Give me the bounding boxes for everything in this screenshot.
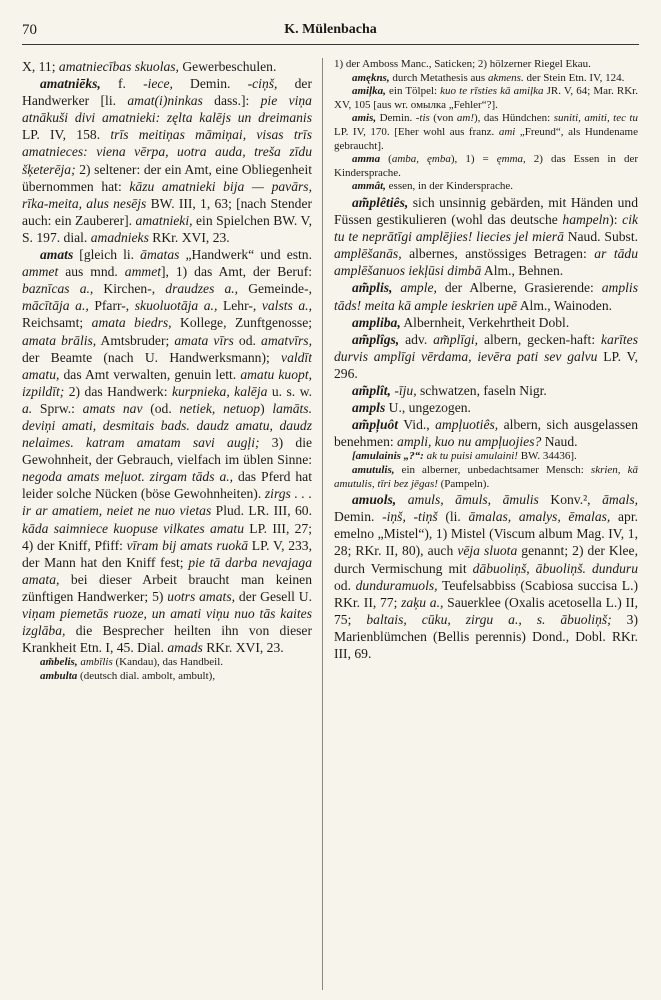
- italic-text: amadnieks: [90, 229, 149, 245]
- entry-text: od.: [334, 577, 356, 593]
- entry-text: RKr. XVI, 23.: [202, 640, 284, 656]
- dictionary-entry: [334, 399, 638, 416]
- entry-text: der Stein Etn. IV, 124.: [523, 71, 625, 84]
- entry-text: ein Tölpel:: [385, 85, 441, 98]
- entry-headword: am̃plêtiês,: [352, 194, 409, 210]
- dictionary-entry: [22, 656, 312, 670]
- entry-text: ), das Hündchen:: [474, 112, 554, 125]
- entry-headword: am̃belis,: [40, 656, 78, 669]
- entry-text: die Besprecher heilten ihn von dieser Krankheit Etn. I, 45. Dial.: [22, 623, 312, 656]
- italic-text: ample,: [400, 280, 437, 296]
- italic-text: amata biedrs,: [91, 315, 172, 331]
- entry-text: sich unsinnig gebärden, mit Händen und Füssen gestikulieren (wohl das deutsche: [334, 194, 638, 228]
- italic-text: -iņš, -tiņš: [382, 509, 438, 525]
- italic-text: kuo te rīsties kā amiļka: [440, 85, 544, 98]
- italic-text: dunduramuols,: [355, 577, 438, 593]
- italic-text: ęmma,: [496, 153, 526, 166]
- italic-text: valdīt amatu,: [22, 349, 312, 382]
- entry-text: 3) die Gewohnheit, der Gebrauch, vielfach im üblen Sinne:: [22, 435, 312, 468]
- entry-text: Gemeinde-,: [238, 281, 312, 297]
- page-header: [22, 20, 639, 45]
- page-number: 70: [22, 22, 37, 38]
- entry-text: schwatzen, faseln Nigr.: [416, 382, 547, 398]
- entry-text: RKr. XVI, 23.: [148, 229, 230, 245]
- entry-text: Alm., Wainoden.: [517, 297, 613, 313]
- italic-text: am!: [456, 112, 474, 125]
- dictionary-entry: [334, 153, 638, 180]
- italic-text: uotrs amats,: [167, 588, 236, 604]
- entry-text: Demin.: [376, 112, 416, 125]
- entry-text: bei dieser Arbeit braucht man keinen zünftigen Handwerker; 5): [22, 571, 312, 604]
- entry-text: Kollege, Zunftgenosse;: [171, 315, 312, 331]
- entry-text: durch Metathesis aus: [389, 71, 488, 84]
- dictionary-entry: [334, 416, 638, 450]
- entry-text: der Alberne, Grasierende:: [436, 280, 602, 296]
- entry-text: Albernheit, Verkehrtheit Dobl.: [400, 314, 570, 330]
- italic-text: amatniecības skuolas,: [58, 59, 179, 74]
- entry-text: 1) der Amboss Manc., Saticken; 2) hölzerner Riegel Ekau.: [334, 58, 591, 70]
- entry-text: der Gesell U.: [235, 588, 312, 604]
- italic-text: ampļuotiês,: [435, 417, 499, 433]
- entry-text: ein Spielchen BW. V, S. 197. dial.: [22, 212, 312, 245]
- italic-text: dunduru: [591, 560, 638, 576]
- entry-text: (: [380, 153, 392, 166]
- dictionary-entry: [334, 112, 638, 153]
- entry-headword: amiļka,: [352, 85, 386, 98]
- entry-text: (deutsch dial. ambolt, ambult),: [77, 669, 216, 682]
- entry-text: 3) Marienblümchen (Bellis perennis) Dond., Dobl. RKr. III, 69.: [334, 611, 638, 661]
- italic-text: mācītāja a.,: [22, 298, 89, 314]
- entry-headword: amutulis,: [352, 463, 395, 476]
- italic-text: skrien, kā amutulis, tīri bez jēgas!: [334, 463, 638, 490]
- entry-headword: amatniēks,: [40, 76, 101, 92]
- running-title: K. Mülenbacha: [284, 22, 377, 37]
- entry-headword: ampls: [352, 400, 386, 416]
- dictionary-entry: [334, 382, 638, 399]
- entry-text: dass.]:: [202, 93, 261, 109]
- entry-text: Demin.: [172, 76, 248, 92]
- left-column: [22, 58, 312, 992]
- italic-text: āmatas: [140, 247, 180, 263]
- dictionary-entry: [22, 246, 312, 656]
- italic-text: cik tu te neprātīgi amplējies! liecies jel mierā: [334, 212, 638, 245]
- entry-text: (od.: [142, 400, 180, 416]
- italic-text: ammet: [22, 264, 59, 280]
- italic-text: amatvīrs,: [261, 332, 312, 348]
- italic-text: amatu kuopt, izpildīt;: [22, 366, 312, 399]
- entry-text: Lehr-,: [217, 298, 262, 314]
- italic-text: netiek, netuop: [179, 400, 261, 416]
- right-column: [334, 58, 638, 992]
- dictionary-entry: [334, 464, 638, 491]
- entry-text: X, 11;: [22, 59, 59, 74]
- italic-text: karītes durvis amplīgi vērdama, ievēra pati sev galvu: [334, 331, 638, 364]
- dictionary-entry: [22, 58, 312, 75]
- entry-text: der Handwerker [li.: [22, 76, 312, 109]
- entry-text: od.: [233, 332, 262, 348]
- entry-text: das Pferd hat leider solche Nücken (böse Gewohnheiten).: [22, 469, 312, 502]
- dictionary-entry: [334, 450, 638, 464]
- italic-text: amplis tāds! meita kā ample ieskrien upē: [334, 280, 638, 313]
- entry-text: 2) das Essen in der Kindersprache.: [334, 153, 638, 179]
- italic-text: skuoluotāja a.,: [134, 298, 218, 314]
- entry-text: der Beamte (nach U. Handwerksmann);: [22, 349, 282, 365]
- italic-text: ar tādu amplēšanuos iekļūsi dimbā: [334, 246, 638, 279]
- entry-text: Alm., Behnen.: [481, 263, 564, 279]
- italic-text: kurpnieka, kalēja: [171, 383, 268, 399]
- entry-text: 2) seltener: der ein Amt, eine Obliegenheit übernommen hat:: [22, 161, 312, 194]
- dictionary-entry: [22, 75, 312, 246]
- dictionary-entry: [334, 180, 638, 194]
- entry-text: [gleich li.: [73, 247, 141, 263]
- italic-text: viņam piemetās ruoze, un amati viņu nuo tās kaites izglāba,: [22, 606, 312, 639]
- entry-text: (li.: [437, 509, 469, 525]
- entry-text: ), 1) =: [450, 153, 497, 166]
- entry-headword: am̃pļuôt: [352, 417, 399, 433]
- dictionary-entry: [334, 279, 638, 313]
- entry-text: Plud. LR. III, 60.: [211, 503, 312, 519]
- italic-text: amata brālis,: [22, 332, 97, 348]
- italic-text: -īju,: [394, 382, 417, 398]
- entry-headword: am̃plis,: [352, 280, 393, 296]
- entry-headword: ambulta: [40, 669, 78, 682]
- italic-text: hampeln: [562, 212, 610, 228]
- entry-text: LP. IV, 170. [Eher wohl aus franz.: [334, 125, 499, 138]
- entry-text: 2) das Handwerk:: [64, 383, 172, 399]
- entry-text: U., ungezogen.: [385, 400, 471, 416]
- entry-headword: am̃plît,: [352, 382, 391, 398]
- entry-text: LP. V, 296.: [334, 348, 638, 381]
- italic-text: amats nav: [82, 400, 143, 416]
- italic-text: valsts a.,: [261, 298, 312, 314]
- entry-headword: amma: [352, 153, 381, 166]
- entry-headword: [amulainis „?“:: [352, 450, 424, 463]
- entry-text: f.: [100, 76, 144, 92]
- entry-text: apr. emelno „Mistel“), 1) Mistel (Viscum album Mag. IV, 1, 28; RKr. II, 80), auch: [334, 509, 638, 559]
- italic-text: trīs meitiņas māmiņai, visas trīs amatnieces: viena vērpa, uotra auda, treša zīdu šķeterēja;: [22, 127, 312, 177]
- italic-text: vēja sluota: [457, 543, 518, 559]
- italic-text: ak tu puisi amulaini!: [426, 450, 518, 463]
- entry-text: albern, sich ausgelassen benehmen:: [334, 417, 638, 450]
- entry-text: Amtsbruder;: [96, 332, 175, 348]
- entry-text: „Freund“, als Hundename gebraucht].: [334, 125, 638, 152]
- italic-text: amba, ęmba: [391, 153, 451, 166]
- entry-headword: amis,: [352, 112, 377, 125]
- italic-text: akmens.: [487, 71, 524, 84]
- italic-text: draudzes a.,: [165, 281, 239, 297]
- dictionary-entry: [334, 194, 638, 279]
- italic-text: pie tā darba nevajaga amata,: [22, 554, 312, 587]
- entry-text: Teufelsabbiss (Scabiosa succisa L.) RKr. II, 77;: [334, 577, 638, 610]
- entry-text: LP. V, 233, der Mann hat den Kniff fest;: [22, 537, 312, 570]
- dictionary-entry: [334, 58, 638, 72]
- entry-text: Pfarr-,: [88, 298, 135, 314]
- italic-text: pie viņa atnākuši divi amatnieki: zęlta kalējs un dreimanis: [22, 93, 312, 126]
- entry-text: LP. IV, 158.: [22, 127, 111, 143]
- italic-text: baltais, cūku, zirgu a., s. ābuoliņš;: [366, 611, 612, 627]
- entry-text: (von: [429, 112, 457, 125]
- entry-text: „Handwerk“ und estn.: [179, 247, 312, 263]
- italic-text: amat(i)ninkas: [127, 93, 203, 109]
- entry-text: (Pampeln).: [437, 477, 490, 490]
- italic-text: suniti, amiti, tec tu: [553, 112, 638, 125]
- entry-headword: ammât,: [352, 180, 386, 193]
- italic-text: baznīcas a.,: [22, 281, 94, 297]
- italic-text: negoda amats meļuot. zirgam tāds a.,: [22, 469, 234, 485]
- italic-text: -ciņš,: [247, 76, 278, 92]
- italic-text: vīram bij amats ruokā: [126, 537, 249, 553]
- italic-text: deviņi amati, desmitais bads. daudz amatu, daudz nelaimes. katram amatam savi augļi;: [22, 417, 312, 451]
- entry-text: albernes, anstössiges Betragen:: [401, 246, 595, 262]
- entry-text: [396, 492, 408, 507]
- italic-text: zirgs . . . ir ar amatiem, neiet ne nuo vietas: [22, 486, 312, 519]
- entry-text: Sprw.:: [32, 400, 83, 416]
- entry-text: Naud. Subst.: [563, 229, 638, 245]
- italic-text: ammet: [124, 264, 162, 280]
- italic-text: amatnieki,: [135, 212, 193, 228]
- entry-text: Vid.,: [398, 417, 436, 433]
- italic-text: lamāts.: [272, 400, 312, 416]
- entry-text: Gewerbeschulen.: [178, 59, 277, 74]
- entry-text: BW. III, 1, 63; [nach Stender auch: ein Zauberer].: [22, 195, 312, 228]
- entry-text: Reichsamt;: [22, 315, 92, 331]
- entry-text: u. s. w.: [267, 383, 312, 399]
- entry-text: Naud.: [541, 434, 578, 450]
- dictionary-entry: [334, 491, 638, 662]
- italic-text: kāzu amatnieki bija — pavārs, rīka-meita, alus nesējs: [22, 178, 312, 211]
- entry-text: Konv.²,: [538, 492, 603, 508]
- dictionary-entry: [334, 85, 638, 112]
- italic-text: a.: [22, 400, 33, 416]
- entry-text: ], 1) das Amt, der Beruf:: [161, 264, 312, 280]
- italic-text: āmalas, amalys, ēmalas,: [468, 509, 611, 525]
- entry-text: (Kandau), das Handbeil.: [112, 656, 224, 669]
- dictionary-entry: [22, 670, 312, 684]
- dictionary-entry: [334, 314, 638, 331]
- entry-headword: amuols,: [352, 492, 397, 508]
- column-divider: [322, 58, 323, 990]
- italic-text: amads: [167, 640, 203, 656]
- entry-text: BW. 34436].: [517, 450, 577, 463]
- italic-text: am̃plīgi,: [433, 331, 479, 347]
- italic-text: ambīlis: [80, 656, 113, 669]
- italic-text: -tis: [415, 112, 430, 125]
- italic-text: ami: [498, 125, 516, 138]
- entry-text: aus mnd.: [58, 264, 125, 280]
- italic-text: kāda saimniece kuopuse vilkates amatu: [22, 520, 245, 536]
- italic-text: āmals,: [602, 492, 638, 508]
- entry-text: Demin.: [334, 509, 383, 525]
- entry-headword: ampliba,: [352, 314, 401, 330]
- italic-text: dābuoliņš, ābuoliņš.: [472, 560, 586, 576]
- dictionary-entry: [334, 72, 638, 86]
- entry-text: genannt; 2) der Klee, durch Vermischung mit: [334, 543, 638, 576]
- entry-text: ): [260, 400, 273, 416]
- entry-text: Kirchen-,: [93, 281, 166, 297]
- entry-headword: amękns,: [352, 71, 390, 84]
- italic-text: ampli, kuo nu ampļuojies?: [397, 434, 542, 450]
- italic-text: -iece,: [143, 76, 173, 92]
- entry-text: albern, gecken-haft:: [478, 331, 601, 347]
- italic-text: zaķu a.,: [401, 594, 444, 610]
- entry-text: ein alberner, unbedachtsamer Mensch:: [394, 463, 591, 476]
- entry-text: essen, in der Kindersprache.: [385, 180, 513, 193]
- dictionary-entry: [334, 331, 638, 382]
- entry-text: ):: [609, 212, 623, 228]
- entry-text: LP. III, 27; 4) der Kniff, Pfiff:: [22, 520, 312, 553]
- italic-text: amata vīrs: [174, 332, 234, 348]
- entry-text: adv.: [399, 331, 434, 347]
- italic-text: amuls, āmuls, āmulis: [407, 492, 539, 508]
- entry-headword: amats: [40, 247, 74, 263]
- italic-text: amplēšanās,: [334, 246, 402, 262]
- entry-text: Sauerklee (Oxalis acetosella L.) II, 75;: [334, 594, 638, 627]
- entry-headword: am̃plîgs,: [352, 331, 400, 347]
- entry-text: das Amt verwalten, genuin lett.: [59, 366, 241, 382]
- entry-text: JR. V, 64; Mar. RKr. XV, 105 [aus wr. омылка „Fehler“?].: [334, 85, 638, 111]
